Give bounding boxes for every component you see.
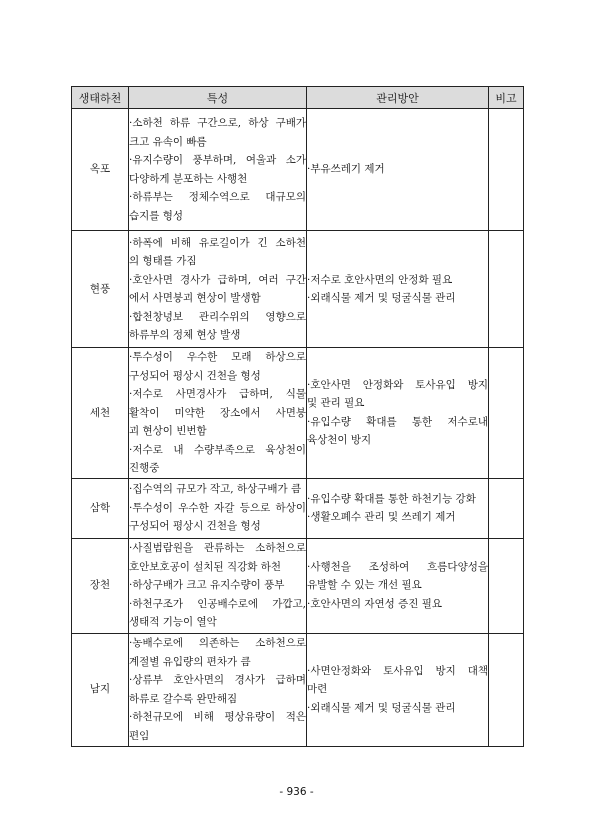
- feature-line: ·유지수량이 풍부하며, 여울과 소가: [129, 154, 306, 166]
- management-cell: [307, 538, 489, 633]
- management-line: ·외래식물 제거 및 덩굴식물 관리: [307, 292, 456, 304]
- table-header-row: [72, 87, 524, 109]
- note-cell: [489, 633, 524, 746]
- management-line: 육상천이 방지: [307, 434, 372, 447]
- feature-line: 진행중: [129, 462, 160, 474]
- management-line: ·호안사면 안정화와 토사유입 방지: [307, 378, 488, 391]
- note-cell: [489, 109, 524, 231]
- features-cell: [129, 478, 307, 538]
- table-row: [72, 633, 524, 746]
- table-body: [72, 109, 524, 747]
- feature-line: 생태적 기능이 열악: [129, 616, 217, 629]
- header-management: 관리방안: [307, 87, 489, 109]
- management-cell: [307, 231, 489, 348]
- feature-line: ·저수로 내 수량부족으로 육상천이: [129, 443, 306, 456]
- management-cell: [307, 348, 489, 479]
- management-line: 및 관리 필요: [307, 397, 365, 410]
- feature-line: ·투수성이 우수한 자갈 등으로 하상이: [129, 501, 306, 514]
- feature-line: ·합천창녕보 관리수위의 영향으로: [129, 310, 306, 323]
- feature-line: ·저수로 사면경사가 급하며, 식물: [129, 388, 306, 400]
- feature-line: 에서 사면붕괴 현상이 발생함: [129, 292, 261, 304]
- management-line: 마련: [307, 683, 328, 696]
- feature-line: 하류부의 정체 현상 발생: [129, 329, 241, 341]
- feature-line: 습지를 형성: [129, 209, 184, 222]
- feature-line: ·하상구배가 크고 유지수량이 풍부: [129, 579, 285, 592]
- feature-line: 활착이 미약한 장소에서 사면붕: [129, 406, 306, 419]
- management-cell: [307, 633, 489, 746]
- page-number: - 936 -: [279, 786, 314, 798]
- management-line: ·유입수량 확대를 통한 저수로내: [307, 415, 488, 428]
- stream-name-cell: 삼학: [72, 478, 129, 538]
- feature-line: 구성되어 평상시 건천을 형성: [129, 369, 261, 382]
- management-line: 유발할 수 있는 개선 필요: [307, 579, 422, 592]
- feature-line: ·집수역의 규모가 작고, 하상구배가 큼: [129, 483, 302, 496]
- header-stream: 생태하천: [72, 87, 129, 109]
- note-cell: [489, 478, 524, 538]
- feature-line: 괴 현상이 빈번함: [129, 425, 207, 437]
- feature-line: 의 형태를 가짐: [129, 255, 197, 267]
- management-line: ·외래식물 제거 및 덩굴식물 관리: [307, 701, 456, 714]
- management-line: ·사행천을 조성하여 흐름다양성을: [307, 560, 488, 573]
- management-line: ·호안사면의 자연성 증진 필요: [307, 597, 443, 610]
- note-cell: [489, 348, 524, 479]
- table-row: [72, 348, 524, 479]
- note-cell: [489, 538, 524, 633]
- feature-line: ·하폭에 비해 유로길이가 긴 소하천: [129, 236, 306, 249]
- feature-line: 구성되어 평상시 건천을 형성: [129, 520, 261, 533]
- management-line: ·사면안정화와 토사유입 방지 대책: [307, 664, 488, 677]
- management-line: ·부유쓰레기 제거: [307, 163, 385, 176]
- feature-line: ·농배수로에 의존하는 소하천으로: [129, 637, 306, 649]
- features-cell: [129, 633, 307, 746]
- feature-line: 계절별 유입량의 편차가 큼: [129, 655, 251, 668]
- feature-line: 호안보호공이 설치된 직강화 하천: [129, 560, 282, 573]
- feature-line: 다양하게 분포하는 사행천: [129, 172, 248, 185]
- features-cell: [129, 348, 307, 479]
- management-line: ·생활오폐수 관리 및 쓰레기 제거: [307, 511, 456, 523]
- features-cell: [129, 109, 307, 231]
- management-line: ·저수로 호안사면의 안정화 필요: [307, 273, 453, 286]
- stream-name-cell: 장천: [72, 538, 129, 633]
- table-row: [72, 109, 524, 231]
- feature-line: ·하천규모에 비해 평상유량이 적은: [129, 711, 306, 723]
- table-row: [72, 478, 524, 538]
- stream-table: [71, 86, 524, 747]
- table-row: [72, 538, 524, 633]
- management-cell: [307, 109, 489, 231]
- note-cell: [489, 231, 524, 348]
- feature-line: ·하류부는 정체수역으로 대규모의: [129, 191, 306, 203]
- table-row: [72, 231, 524, 348]
- stream-name-cell: 현풍: [72, 231, 129, 348]
- management-line: ·유입수량 확대를 통한 하천기능 강화: [307, 492, 476, 505]
- feature-line: ·투수성이 우수한 모래 하상으로: [129, 351, 306, 363]
- features-cell: [129, 231, 307, 348]
- feature-line: ·하천구조가 인공배수로에 가깝고,: [129, 597, 306, 610]
- feature-line: ·호안사면 경사가 급하며, 여러 구간: [129, 273, 306, 286]
- header-features: 특성: [129, 87, 307, 109]
- header-note: 비고: [489, 87, 524, 109]
- feature-line: 편임: [129, 729, 150, 742]
- feature-line: ·상류부 호안사면의 경사가 급하며: [129, 674, 306, 686]
- features-cell: [129, 538, 307, 633]
- feature-line: ·사질범람원을 관류하는 소하천으로: [129, 542, 306, 555]
- management-cell: [307, 478, 489, 538]
- stream-name-cell: 옥포: [72, 109, 129, 231]
- feature-line: 하류로 갈수록 완만해짐: [129, 692, 238, 705]
- feature-line: 크고 유속이 빠름: [129, 135, 207, 148]
- stream-name-cell: 남지: [72, 633, 129, 746]
- feature-line: ·소하천 하류 구간으로, 하상 구배가: [129, 117, 306, 129]
- stream-name-cell: 세천: [72, 348, 129, 479]
